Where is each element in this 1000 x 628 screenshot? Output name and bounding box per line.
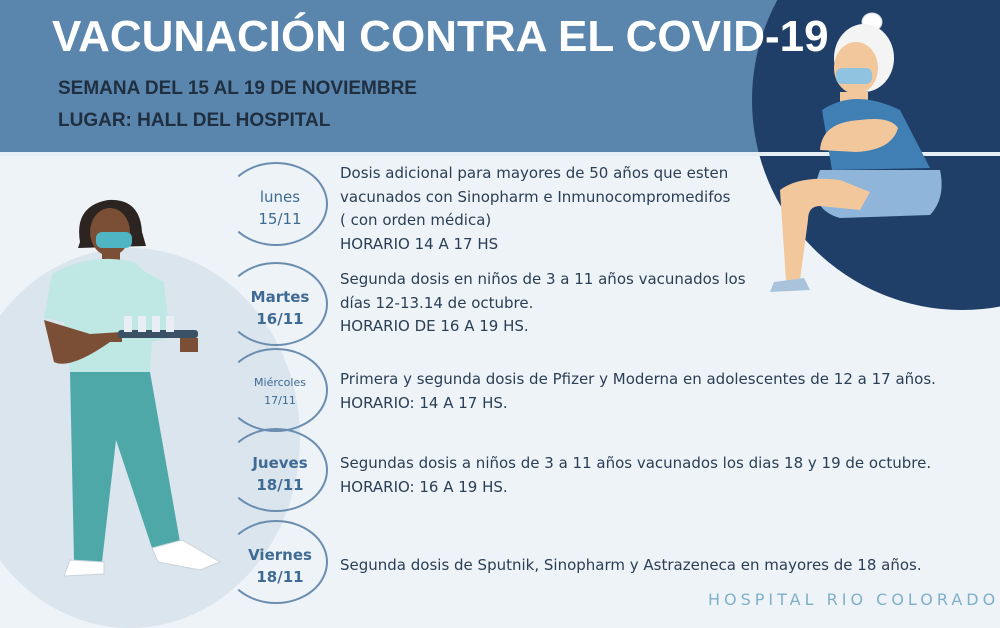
day-name: Miércoles (254, 376, 306, 389)
schedule-description-tuesday (340, 268, 980, 339)
place-label: LUGAR: HALL DEL HOSPITAL (58, 110, 331, 131)
description-line: Segunda dosis de Sputnik, Sinopharm y Astrazeneca en mayores de 18 años. (340, 556, 922, 574)
description-line: Segunda dosis en niños de 3 a 11 años vacunados los (340, 270, 746, 288)
day-date: 17/11 (264, 394, 296, 407)
description-line: Primera y segunda dosis de Pfizer y Moderna en adolescentes de 12 a 17 años. (340, 370, 936, 388)
description-line: HORARIO: 16 A 19 HS. (340, 477, 508, 496)
elderly-woman-illustration (760, 10, 950, 300)
day-badge-thursday (224, 428, 332, 512)
description-line: Dosis adicional para mayores de 50 años que esten (340, 164, 729, 182)
day-date: 18/11 (256, 476, 304, 494)
schedule-description-friday (340, 554, 980, 578)
day-arc (224, 348, 328, 432)
description-line: Segundas dosis a niños de 3 a 11 años vacunados los dias 18 y 19 de octubre. (340, 454, 932, 472)
day-badge-monday (224, 162, 332, 246)
day-badge-wednesday (224, 348, 332, 432)
description-line: vacunados con Sinopharm e Inmunocompromedifos (340, 187, 731, 206)
day-badge-friday (224, 520, 332, 604)
hospital-name: HOSPITAL RIO COLORADO (708, 590, 1000, 609)
day-name: Jueves (252, 454, 308, 472)
schedule-description-wednesday (340, 368, 980, 415)
day-date: 18/11 (256, 568, 304, 586)
day-name: Viernes (248, 546, 312, 564)
description-line: HORARIO 14 A 17 HS (340, 234, 499, 253)
description-line: ( con orden médica) (340, 211, 492, 229)
day-name: lunes (259, 188, 301, 206)
week-label: SEMANA DEL 15 AL 19 DE NOVIEMBRE (58, 78, 417, 99)
description-line: HORARIO DE 16 A 19 HS. (340, 317, 529, 335)
day-name: Martes (250, 288, 310, 306)
poster-title: VACUNACIÓN CONTRA EL COVID-19 (52, 12, 829, 61)
description-line: días 12-13.14 de octubre. (340, 293, 534, 312)
schedule-description-thursday (340, 452, 980, 499)
day-date: 15/11 (258, 210, 302, 228)
schedule-description-monday (340, 162, 980, 256)
day-badge-tuesday (224, 262, 332, 346)
day-date: 16/11 (256, 310, 304, 328)
nurse-illustration (30, 192, 230, 592)
description-line: HORARIO: 14 A 17 HS. (340, 393, 508, 412)
